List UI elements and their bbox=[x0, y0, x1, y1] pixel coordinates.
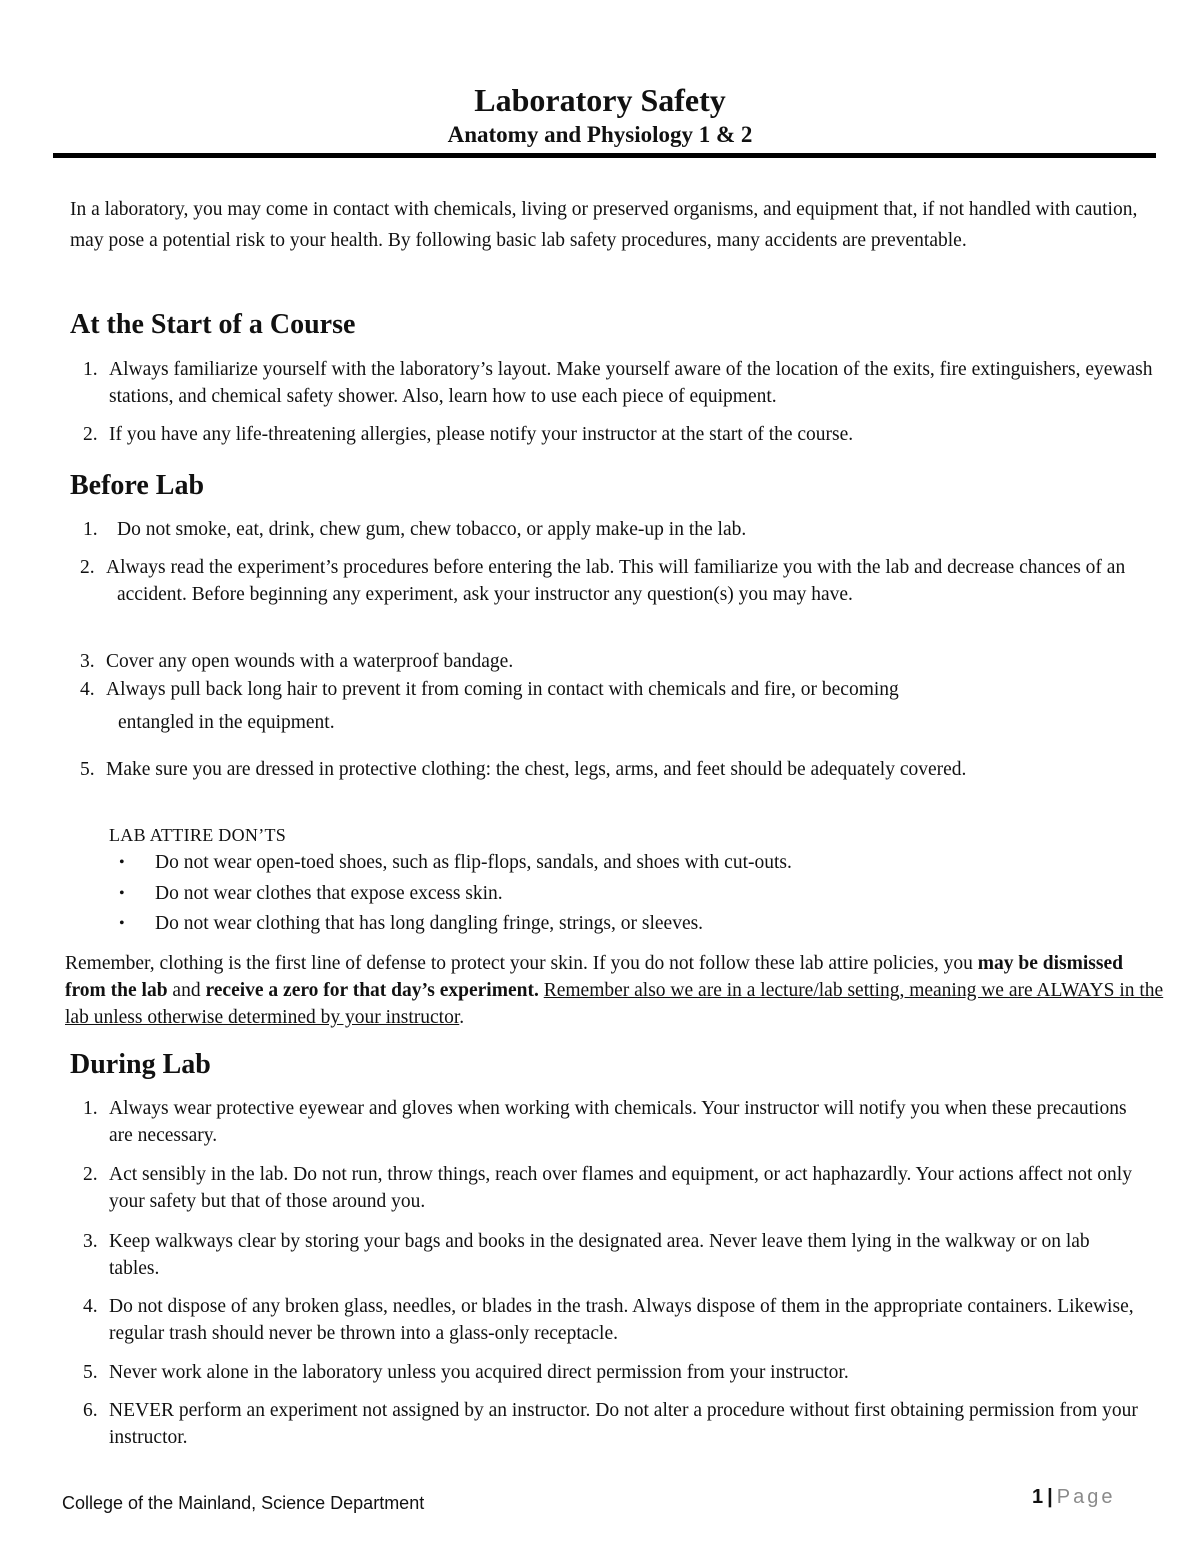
item-text: Always wear protective eyewear and gloves when working with chemicals. Your instructor will notify you when these precautions are necessary. bbox=[109, 1098, 1127, 1146]
item-text: NEVER perform an experiment not assigned by an instructor. Do not alter a procedure without first obtaining permission from your instructor. bbox=[109, 1400, 1138, 1448]
page-number: 1 bbox=[1032, 1486, 1044, 1508]
item-text: Make sure you are dressed in protective clothing: the chest, legs, arms, and feet should be adequately covered. bbox=[106, 759, 967, 780]
policy-text: . bbox=[459, 1007, 465, 1028]
policy-zero-warning: receive a zero for that day’s experiment. bbox=[205, 980, 539, 1001]
page-subtitle: Anatomy and Physiology 1 & 2 bbox=[447, 122, 753, 147]
item-number: 1. bbox=[83, 1098, 98, 1119]
item-number: 4. bbox=[80, 679, 95, 700]
intro-paragraph: In a laboratory, you may come in contact with chemicals, living or preserved organisms, and equipment that, if not handled with caution, may pose a potential risk to your health. By following basic lab safety procedures, many accidents are preventable. bbox=[70, 199, 1138, 251]
attire-item-text: Do not wear clothing that has long dangling fringe, strings, or sleeves. bbox=[155, 913, 704, 934]
item-number: 2. bbox=[83, 1164, 98, 1185]
item-number: 1. bbox=[83, 519, 98, 540]
page-title: Laboratory Safety bbox=[474, 82, 726, 118]
item-number: 3. bbox=[83, 1231, 98, 1252]
item-text: Always familiarize yourself with the laboratory’s layout. Make yourself aware of the location of the exits, fire extinguishers, eyewash stations, and chemical safety shower. Also, learn how to use each piece of equipment. bbox=[109, 359, 1153, 407]
footer-institution: College of the Mainland, Science Department bbox=[62, 1493, 425, 1513]
page-separator: | bbox=[1047, 1486, 1053, 1508]
section-heading-start-course: At the Start of a Course bbox=[70, 309, 356, 340]
item-number: 5. bbox=[80, 759, 95, 780]
item-text: Cover any open wounds with a waterproof bandage. bbox=[106, 651, 514, 672]
item-text: Keep walkways clear by storing your bags and books in the designated area. Never leave them lying in the walkway or on lab tables. bbox=[109, 1231, 1090, 1279]
item-text: Never work alone in the laboratory unless you acquired direct permission from your instructor. bbox=[109, 1362, 849, 1383]
attire-item-text: Do not wear clothes that expose excess skin. bbox=[155, 883, 503, 904]
page-label: Page bbox=[1056, 1486, 1116, 1508]
policy-dismissal-warning: may be dismissed from the lab bbox=[65, 953, 1123, 1001]
item-text: Always read the experiment’s procedures before entering the lab. This will familiarize you with the lab and decrease chances of an accident. Before beginning any experiment, ask your instructor any question(s) you may have. bbox=[106, 557, 1126, 605]
bullet-icon: • bbox=[119, 885, 125, 902]
bullet-icon: • bbox=[119, 854, 125, 871]
attire-item-text: Do not wear open-toed shoes, such as flip-flops, sandals, and shoes with cut-outs. bbox=[155, 852, 792, 873]
item-text: Do not smoke, eat, drink, chew gum, chew tobacco, or apply make-up in the lab. bbox=[117, 519, 747, 540]
item-number: 2. bbox=[83, 424, 98, 445]
policy-text: and bbox=[167, 980, 206, 1001]
item-text: Act sensibly in the lab. Do not run, throw things, reach over flames and equipment, or act haphazardly. Your actions affect not only your safety but that of those around you. bbox=[109, 1164, 1132, 1212]
item-text: If you have any life-threatening allergies, please notify your instructor at the start of the course. bbox=[109, 424, 854, 445]
item-number: 3. bbox=[80, 651, 95, 672]
section-heading-before-lab: Before Lab bbox=[70, 470, 205, 501]
item-number: 6. bbox=[83, 1400, 98, 1421]
item-text: entangled in the equipment. bbox=[118, 712, 335, 733]
item-number: 1. bbox=[83, 359, 98, 380]
header-rule bbox=[53, 153, 1156, 158]
footer-page-indicator bbox=[1032, 1484, 1115, 1510]
item-number: 2. bbox=[80, 557, 95, 578]
policy-lecture-lab-note: Remember also we are in a lecture/lab setting, meaning we are ALWAYS in the lab unless otherwise determined by your instructor bbox=[65, 980, 1164, 1028]
lab-attire-title: LAB ATTIRE DON’TS bbox=[109, 825, 287, 845]
item-text: Do not dispose of any broken glass, needles, or blades in the trash. Always dispose of them in the appropriate containers. Likewise, regular trash should never be thrown into a glass-only receptacle. bbox=[109, 1296, 1134, 1344]
bullet-icon: • bbox=[119, 915, 125, 932]
policy-text: Remember, clothing is the first line of defense to protect your skin. If you do not follow these lab attire policies, you bbox=[65, 953, 978, 974]
attire-policy-paragraph bbox=[65, 950, 1165, 1031]
item-text: Always pull back long hair to prevent it from coming in contact with chemicals and fire, or becoming bbox=[106, 679, 899, 700]
section-heading-during-lab: During Lab bbox=[70, 1049, 211, 1080]
item-number: 5. bbox=[83, 1362, 98, 1383]
item-number: 4. bbox=[83, 1296, 98, 1317]
